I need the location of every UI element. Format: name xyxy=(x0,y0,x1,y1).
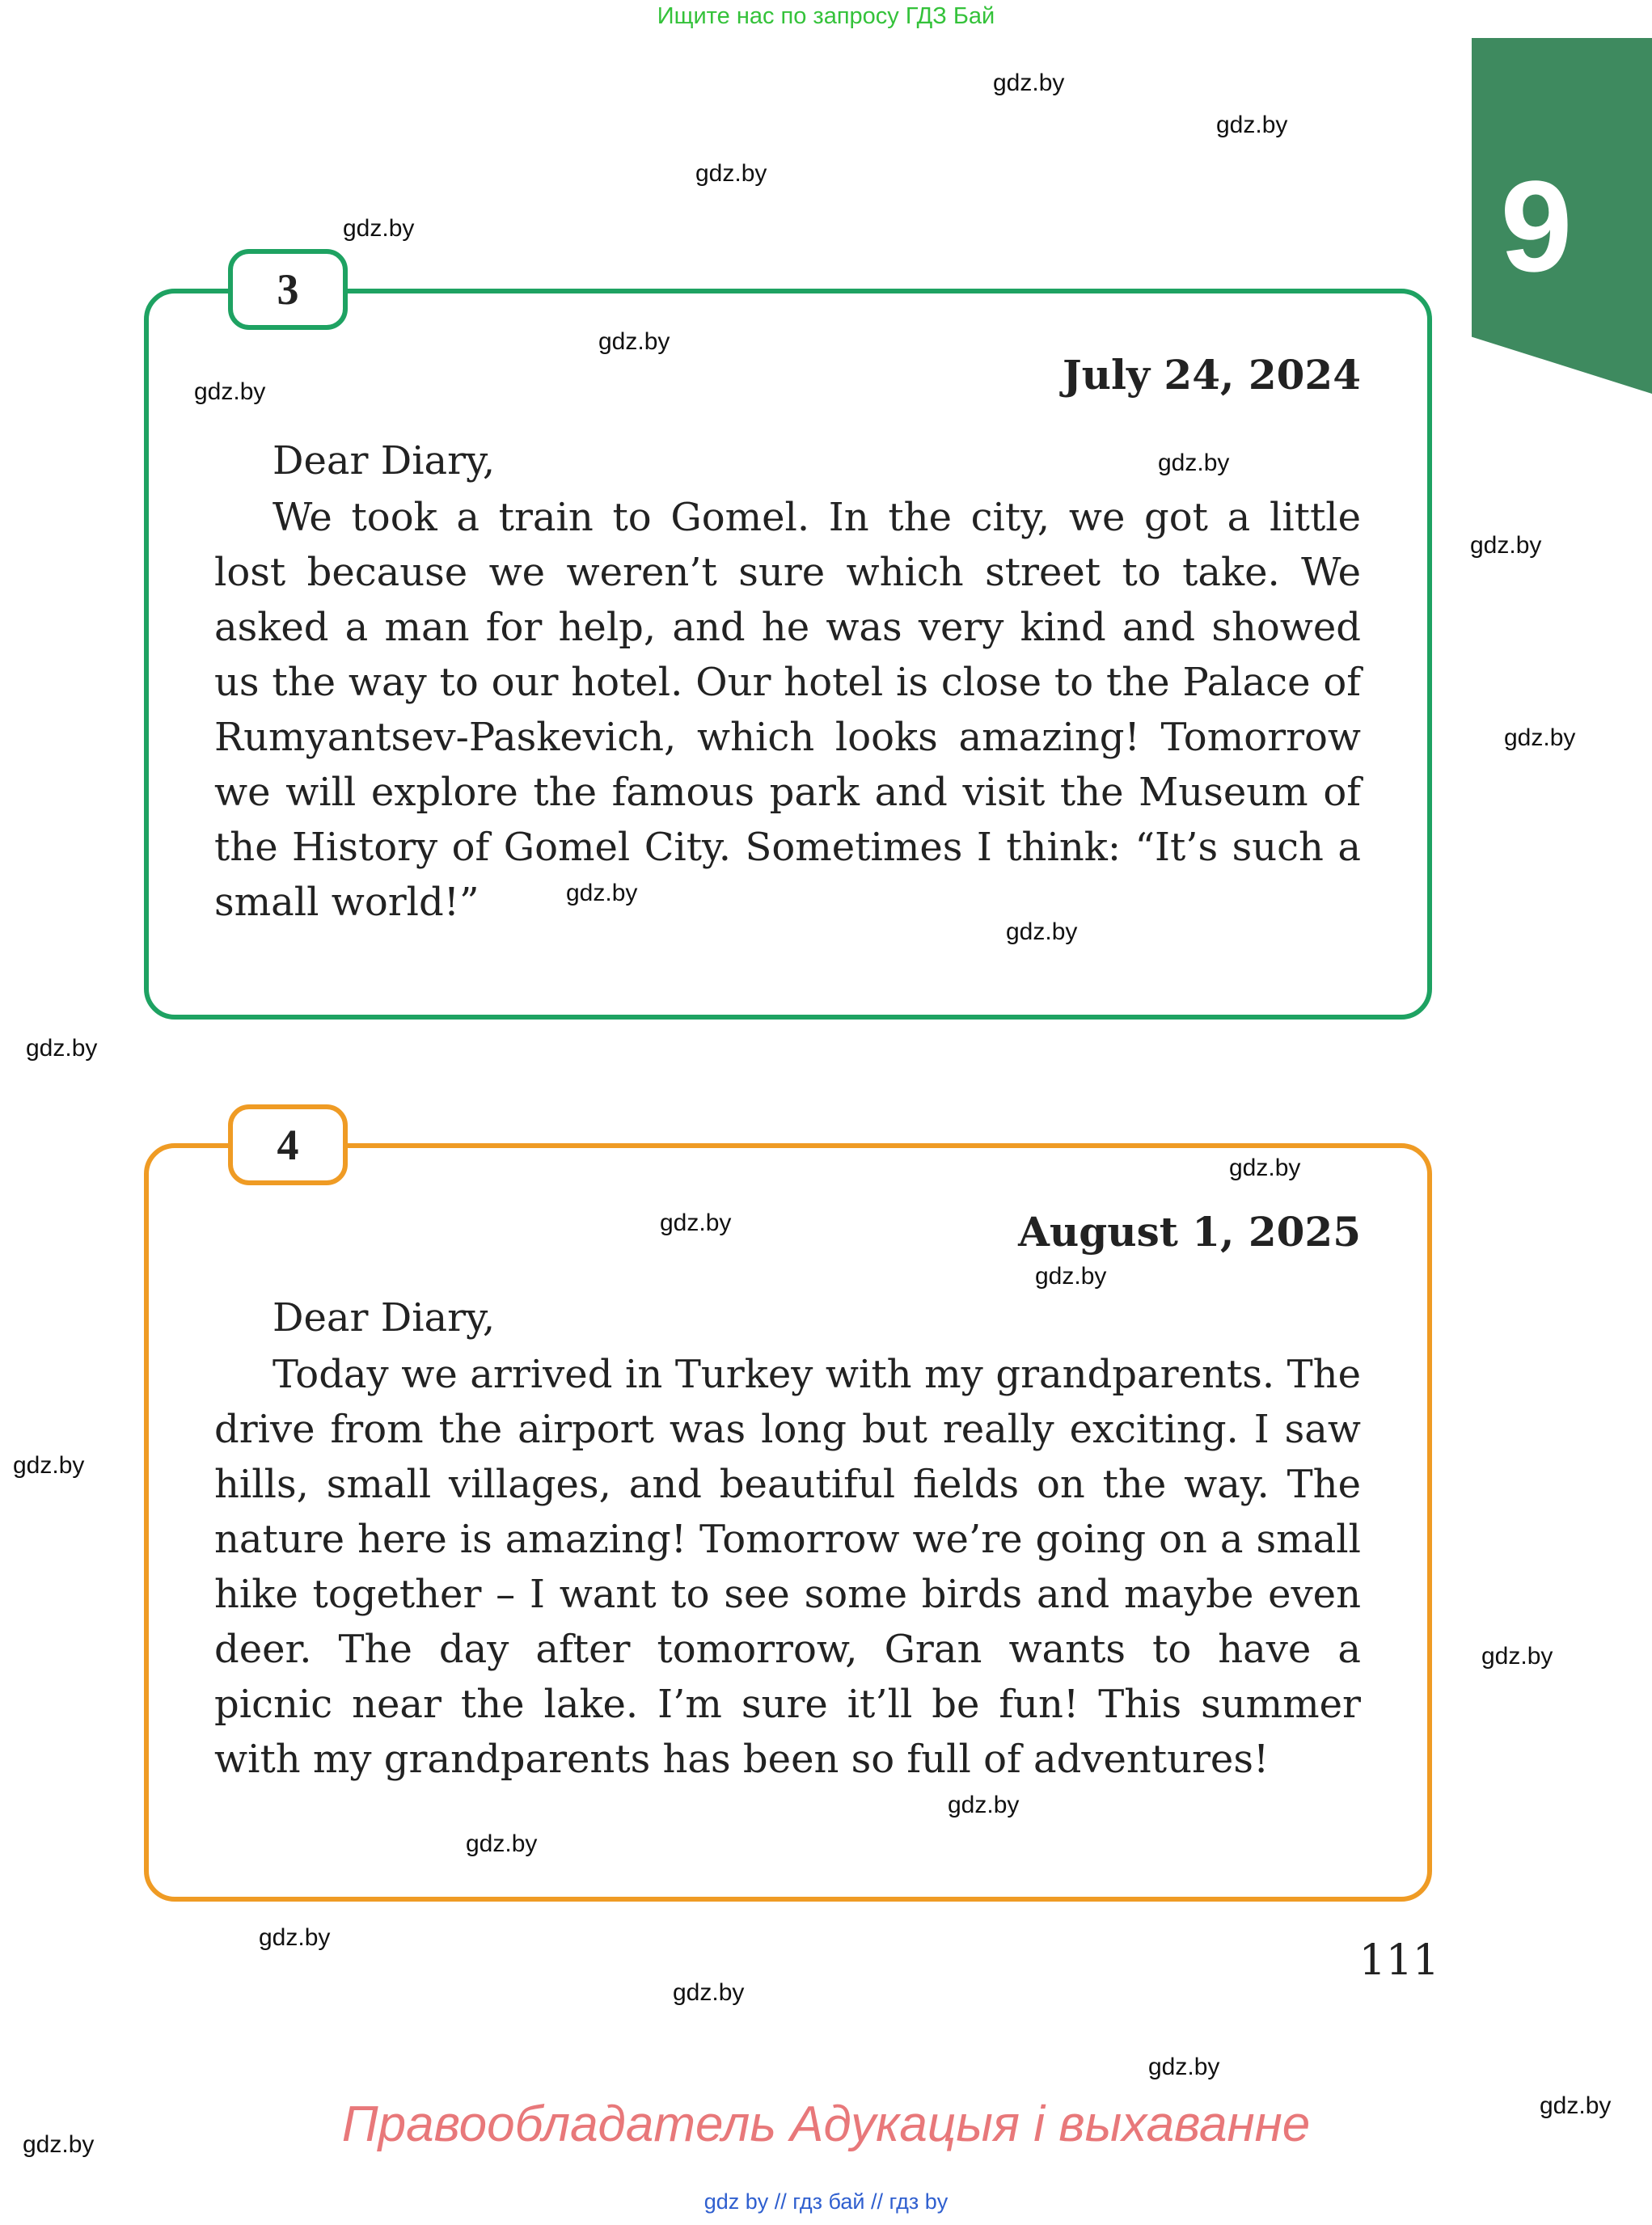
watermark: gdz.by xyxy=(1470,532,1542,559)
watermark: gdz.by xyxy=(993,70,1065,96)
copyright-notice: Правообладатель Адукацыя і выхаванне xyxy=(341,2096,1311,2152)
watermark: gdz.by xyxy=(1504,724,1576,751)
entry-text-4: Today we arrived in Turkey with my grandparents. The drive from the airport was long but really exciting. I saw hills, small villages, and beautiful fields on the way. The nature here is amazing! Tomorrow we’re going on a small hike together – I want to see some birds and maybe even deer. The day after tomorrow, Gran wants to have a picnic near the lake. I’m sure it’ll be fun! This summer with my grandparents has been so full of adventures! xyxy=(214,1352,1361,1782)
exercise-number-badge-4: 4 xyxy=(228,1104,348,1185)
watermark: gdz.by xyxy=(259,1924,331,1951)
top-banner[interactable]: Ищите нас по запросу ГДЗ Бай xyxy=(657,3,995,29)
watermark: gdz.by xyxy=(343,215,415,242)
watermark: gdz.by xyxy=(673,1979,745,2006)
watermark: gdz.by xyxy=(13,1452,85,1479)
watermark: gdz.by xyxy=(466,1830,538,1857)
entry-greeting-4: Dear Diary, xyxy=(273,1295,496,1340)
watermark: gdz.by xyxy=(1540,2092,1612,2119)
watermark: gdz.by xyxy=(1481,1643,1553,1670)
watermark: gdz.by xyxy=(695,160,767,187)
entry-body-4 xyxy=(214,1289,1361,1787)
watermark: gdz.by xyxy=(1035,1263,1107,1290)
entry-date-3: July 24, 2024 xyxy=(1062,351,1361,399)
footer-links[interactable]: gdz by // гдз бай // гдз by xyxy=(703,2189,949,2214)
watermark: gdz.by xyxy=(598,328,670,355)
page-number: 111 xyxy=(1358,1936,1439,1985)
watermark: gdz.by xyxy=(1216,112,1288,138)
watermark: gdz.by xyxy=(1006,918,1078,945)
watermark: gdz.by xyxy=(23,2131,95,2158)
entry-text-3: We took a train to Gomel. In the city, we got a little lost because we weren’t sure which street to take. We asked a man for help, and he was very kind and showed us the way to our hotel. Our hotel is close to the Palace of Rumyantsev-Paskevich, which looks amazing! Tomorrow we will explore the famous park and visit the Museum of the History of Gomel City. Sometimes I think: “It’s such a small world!” xyxy=(214,495,1361,925)
entry-date-4: August 1, 2025 xyxy=(1018,1208,1361,1256)
entry-greeting-3: Dear Diary, xyxy=(273,438,496,483)
watermark: gdz.by xyxy=(660,1210,732,1236)
entry-body-3 xyxy=(214,432,1361,930)
watermark: gdz.by xyxy=(1148,2054,1220,2080)
watermark: gdz.by xyxy=(26,1035,98,1062)
exercise-number-badge-3: 3 xyxy=(228,249,348,330)
watermark: gdz.by xyxy=(194,378,266,405)
watermark: gdz.by xyxy=(566,880,638,906)
watermark: gdz.by xyxy=(1229,1155,1301,1181)
watermark: gdz.by xyxy=(1158,450,1230,476)
unit-number: 9 xyxy=(1500,154,1573,298)
watermark: gdz.by xyxy=(948,1792,1020,1818)
